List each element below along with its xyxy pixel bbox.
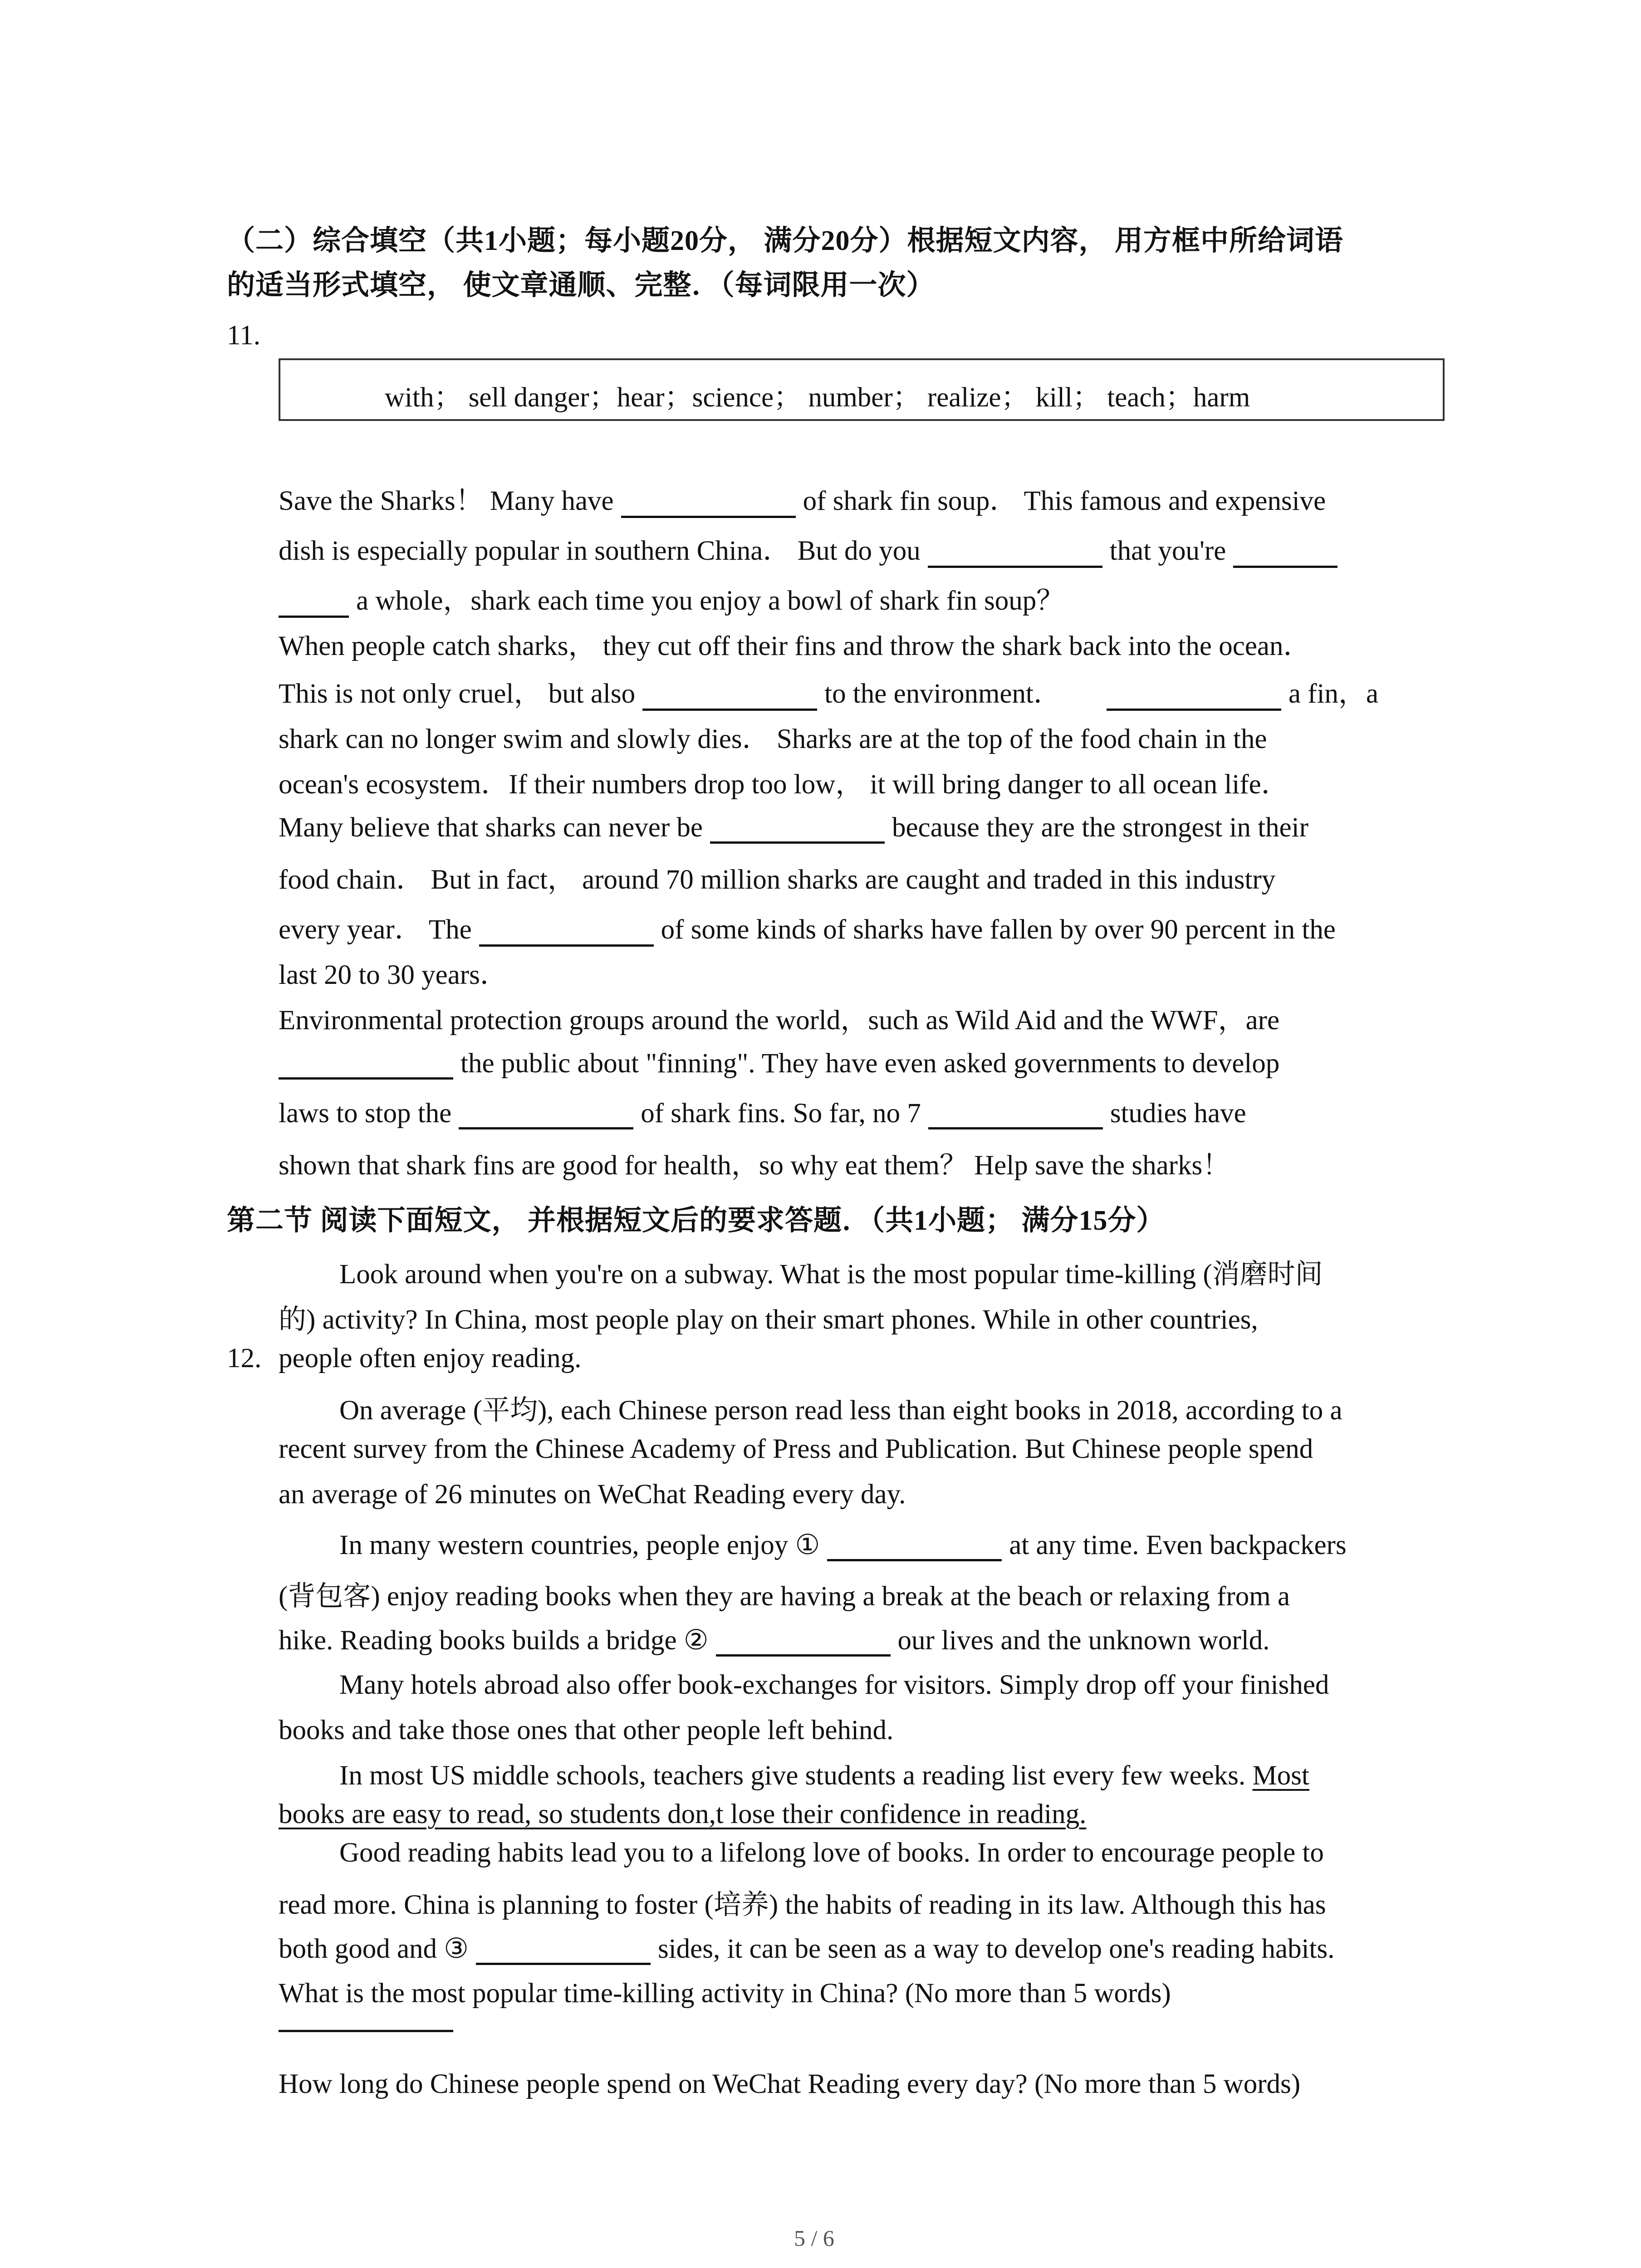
reading-line: Good reading habits lead you to a lifelong love of books. In order to encourage people to	[339, 1838, 1324, 1868]
answer-blank[interactable]	[928, 538, 1102, 568]
reading-line: an average of 26 minutes on WeChat Reading every day.	[279, 1479, 906, 1510]
reading-section-heading: 第二节 阅读下面短文， 并根据短文后的要求答题．（共1小题； 满分15分）	[227, 1205, 1165, 1236]
passage-line: last 20 to 30 years．	[279, 960, 508, 990]
passage-line: laws to stop the of shark fins. So far, no 7 studies have	[279, 1098, 1246, 1129]
answer-blank[interactable]	[621, 489, 796, 518]
reading-line: 的) activity? In China, most people play on their smart phones. While in other countries,	[279, 1305, 1258, 1335]
passage-line: This is not only cruel， but also to the environment． a fin，a	[279, 671, 1378, 711]
reading-line: both good and ③ sides, it can be seen as a way to develop one's reading habits.	[279, 1934, 1335, 1964]
answer-blank[interactable]	[279, 1050, 453, 1080]
passage-line: dish is especially popular in southern China． But do you that you're	[279, 528, 1337, 568]
page-number: 5 / 6	[794, 2225, 834, 2251]
reading-line: read more. China is planning to foster (培养) the habits of reading in its law. Although this has	[279, 1890, 1326, 1920]
passage-line: every year． The of some kinds of sharks have fallen by over 90 percent in the	[279, 907, 1336, 947]
reading-line: On average (平均), each Chinese person read less than eight books in 2018, according to a	[339, 1395, 1342, 1426]
answer-blank[interactable]	[1107, 681, 1281, 711]
reading-line: hike. Reading books builds a bridge ② our lives and the unknown world.	[279, 1625, 1270, 1656]
answer-blank[interactable]	[710, 814, 885, 844]
passage-line: When people catch sharks， they cut off their fins and throw the shark back into the ocean．	[279, 631, 1311, 661]
question-number-11: 11.	[227, 320, 260, 351]
word-box	[279, 358, 1445, 421]
reading-line: books and take those ones that other people left behind.	[279, 1715, 894, 1745]
question-1: What is the most popular time-killing activity in China? (No more than 5 words)	[279, 1978, 1171, 2009]
answer-blank-1[interactable]	[827, 1532, 1002, 1561]
question-number-12: 12.	[227, 1343, 262, 1374]
answer-blank-continued[interactable]	[279, 588, 349, 618]
passage-line: a whole，shark each time you enjoy a bowl of shark fin soup？	[279, 578, 1064, 618]
answer-blank[interactable]	[642, 681, 817, 711]
reading-line: Look around when you're on a subway. What is the most popular time-killing (消磨时间	[339, 1259, 1323, 1290]
passage-line: food chain． But in fact， around 70 million sharks are caught and traded in this industry	[279, 865, 1276, 895]
underlined-sentence: books are easy to read, so students don,t lose their confidence in reading.	[279, 1799, 1087, 1829]
passage-line: Environmental protection groups around the world，such as Wild Aid and the WWF，are	[279, 1005, 1280, 1036]
answer-line-q1[interactable]	[279, 2030, 453, 2032]
answer-blank-2[interactable]	[716, 1627, 891, 1657]
answer-blank[interactable]	[459, 1100, 633, 1129]
reading-line: people often enjoy reading.	[279, 1343, 582, 1374]
question-2: How long do Chinese people spend on WeChat Reading every day? (No more than 5 words)	[279, 2069, 1301, 2099]
answer-blank[interactable]	[928, 1100, 1103, 1129]
section-heading-line2: 的适当形式填空， 使文章通顺、完整．（每词限用一次）	[227, 270, 935, 301]
passage-line: shark can no longer swim and slowly dies． Sharks are at the top of the food chain in the	[279, 724, 1267, 754]
reading-line: In most US middle schools, teachers give students a reading list every few weeks. Most	[339, 1760, 1309, 1791]
reading-line: (背包客) enjoy reading books when they are having a break at the beach or relaxing from a	[279, 1581, 1290, 1612]
answer-blank-3[interactable]	[476, 1936, 651, 1965]
reading-line: In many western countries, people enjoy ① at any time. Even backpackers	[339, 1530, 1347, 1560]
passage-line: ocean's ecosystem．If their numbers drop too low， it will bring danger to all ocean life．	[279, 769, 1289, 800]
answer-blank[interactable]	[479, 917, 654, 947]
underlined-sentence: Most	[1252, 1760, 1309, 1791]
reading-line: recent survey from the Chinese Academy of Press and Publication. But Chinese people spend	[279, 1434, 1313, 1464]
passage-line: shown that shark fins are good for health，so why eat them？ Help save the sharks！	[279, 1150, 1230, 1181]
reading-line: Many hotels abroad also offer book-exchanges for visitors. Simply drop off your finished	[339, 1670, 1329, 1700]
answer-blank[interactable]	[1233, 538, 1337, 568]
word-box-text: with； sell danger；hear；science； number； realize； kill； teach；harm	[385, 382, 1250, 413]
passage-line: Save the Sharks！ Many have of shark fin soup． This famous and expensive	[279, 479, 1326, 518]
passage-line: Many believe that sharks can never be because they are the strongest in their	[279, 812, 1309, 843]
passage-line: the public about "finning". They have even asked governments to develop	[279, 1048, 1279, 1080]
section-heading-line1: （二）综合填空（共1小题；每小题20分， 满分20分）根据短文内容， 用方框中所给词语	[227, 225, 1344, 256]
